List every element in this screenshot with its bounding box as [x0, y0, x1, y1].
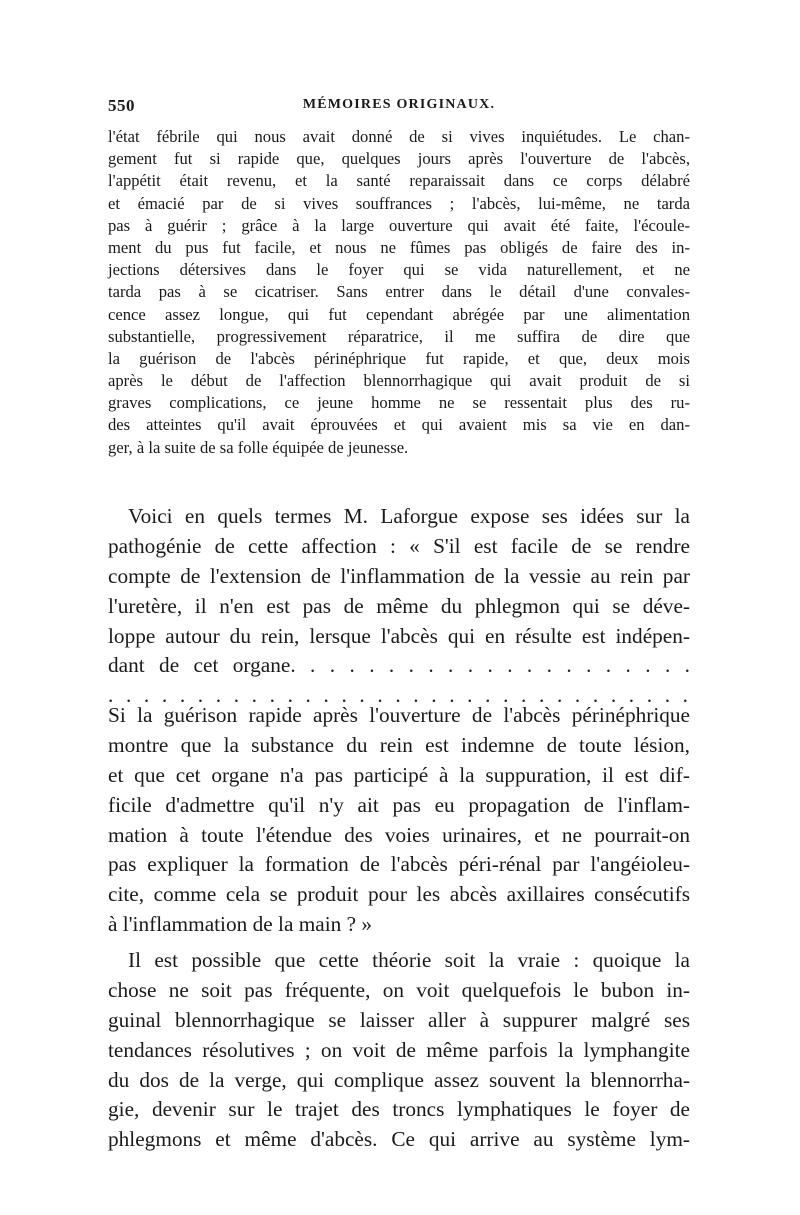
text-line: Voici en quels termes M. Laforgue expose ses idées sur la [128, 504, 690, 528]
page-header [108, 96, 690, 120]
text-line: du dos de la verge, qui complique assez souvent la blennorrha- [108, 1067, 690, 1092]
text-line: ment du pus fut facile, et nous ne fûmes pas obligés de faire des in- [108, 237, 690, 257]
text-line: tarda pas à se cicatriser. Sans entrer dans le détail d'une convales- [108, 282, 690, 302]
text-line: pas à guérir ; grâce à la large ouverture qui avait été faite, l'écoule- [108, 215, 690, 235]
text-line: mation à toute l'étendue des voies urinaires, et ne pourrait-on [108, 822, 690, 847]
paragraph-case-recovery [108, 126, 690, 459]
text-line: après le début de l'affection blennorrhagique qui avait produit de si [108, 371, 690, 391]
paragraph-theory [108, 946, 690, 1155]
text-line: l'état fébrile qui nous avait donné de si vives inquiétudes. Le chan- [108, 127, 690, 146]
paragraph-quote-continued [108, 701, 690, 940]
text-line: compte de l'extension de l'inflammation de la vessie au rein par [108, 563, 690, 588]
text-line: pas expliquer la formation de l'abcès péri-rénal par l'angéioleu- [108, 852, 690, 877]
text-line: Si la guérison rapide après l'ouverture de l'abcès périnéphrique [108, 703, 690, 727]
text-line: gement fut si rapide que, quelques jours après l'ouverture de l'abcès, [108, 149, 690, 169]
paragraph-laforgue-quote [108, 502, 690, 711]
text-line: pathogénie de cette affection : « S'il est facile de se rendre [108, 533, 690, 558]
text-line: la guérison de l'abcès périnéphrique fut rapide, et que, deux mois [108, 348, 690, 368]
text-line: loppe autour du rein, lersque l'abcès qui en résulte est indépen- [108, 623, 690, 648]
text-line: l'appétit était revenu, et la santé reparaissait dans ce corps délabré [108, 171, 690, 191]
text-line: guinal blennorrhagique se laisser aller à suppurer malgré ses [108, 1007, 690, 1032]
text-line: Il est possible que cette théorie soit la vraie : quoique la [128, 948, 690, 972]
text-line: jections détersives dans le foyer qui se vida naturellement, et ne [108, 260, 690, 280]
text-line: gie, devenir sur le trajet des troncs lymphatiques le foyer de [108, 1097, 690, 1122]
page-number: 550 [108, 96, 135, 115]
text-line: tendances résolutives ; on voit de même parfois la lymphangite [108, 1037, 690, 1062]
text-line: et émacié par de si vives souffrances ; l'abcès, lui-même, ne tarda [108, 193, 690, 213]
running-head: MÉMOIRES ORIGINAUX. [302, 97, 496, 112]
text-line: ficile d'admettre qu'il n'y ait pas eu propagation de l'inflam- [108, 792, 690, 817]
text-line: graves complications, ce jeune homme ne se ressentait plus des ru- [108, 393, 690, 413]
text-line: montre que la substance du rein est indemne de toute lésion, [108, 732, 690, 757]
text-line: et que cet organe n'a pas participé à la suppuration, il est dif- [108, 762, 690, 787]
text-line: cite, comme cela se produit pour les abcès axillaires consécutifs [108, 882, 690, 907]
ellipsis-line: . . . . . . . . . . . . . . . . . . . . . . . . . . . . . . . . . [108, 683, 690, 708]
text-line: dant de cet organe. . . . . . . . . . . . . . . . . . . . . [108, 653, 690, 678]
text-line: cence assez longue, qui fut cependant abrégée par une alimentation [108, 304, 690, 324]
text-line: chose ne soit pas fréquente, on voit quelquefois le bubon in- [108, 977, 690, 1002]
text-line: ger, à la suite de sa folle équipée de jeunesse. [108, 437, 409, 457]
text-line: substantielle, progressivement réparatrice, il me suffira de dire que [108, 326, 690, 346]
text-line: phlegmons et même d'abcès. Ce qui arrive au système lym- [108, 1127, 690, 1152]
text-line: à l'inflammation de la main ? » [108, 912, 373, 937]
text-line: l'uretère, il n'en est pas de même du phlegmon qui se déve- [108, 593, 690, 618]
text-line: des atteintes qu'il avait éprouvées et qui avaient mis sa vie en dan- [108, 415, 690, 435]
